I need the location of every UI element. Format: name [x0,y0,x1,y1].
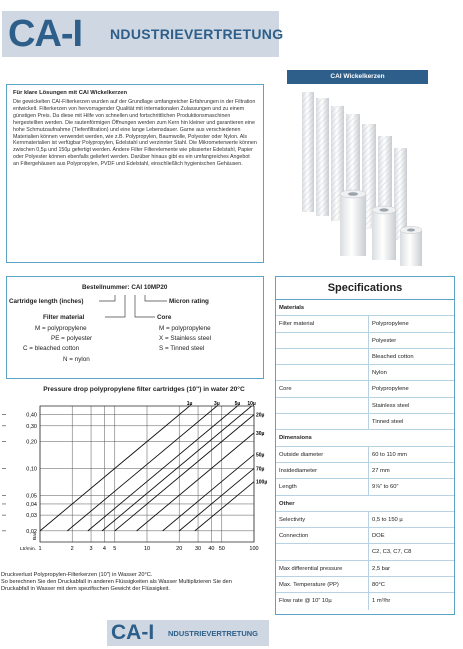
spec-rows [276,300,454,610]
footer-logo-text: NDUSTRIEVERTRETUNG [168,629,259,638]
y-tick-label: 0,20 [26,439,37,446]
intro-body: Die gewickelten CAI-Filterkerzen wurden auf der Grundlage umfangreicher Erfahrungen in der Filtration entwickelt. Filterkerzen von hervorragender Qualität mit internationalen Zulassungen und zu einem günstigen Preis. Da diese mit Hilfe von schnellen und fortschrittlichen Produktionsmaschinen hergestellten werden. Die rautenförmigen Öffnungen werden zum Kern hin kleiner und garantieren eine hohe Schmutzaufnahme (Tiefenfiltration) und eine lange Lebensdauer. Garne aus verschiedenen Materialien können verwendet werden, wie z.B. Polypropylen, Baumwolle, Polyester oder Nylon. Als Kernmaterialien ist verfügbar Polypropylen, Edelstahl und verzinnter Stahl. Die Mikrometerwerte können zwischen 0,5µ und 150µ gefertigt werden. Andere Filter Filterelemente wie plissierter Edelstahl, Papier oder Polyester können ebenfalls geliefert werden. Darüber hinaus gibt es ein umfangreiches Angebot an Filtergehäusen aus Polypropylen, PVDF und Edelstahl, einschließlich hygienischen Gehäusen. [13,99,257,168]
spec-section-header [276,430,454,446]
spec-key [276,349,369,364]
x-tick-label: 3 [89,546,93,552]
spec-row [276,561,454,577]
y-tick-label: 0,30 [26,423,37,430]
spec-key: Core [276,381,369,396]
spec-row [276,381,454,397]
spec-value: 1 m³/hr [372,598,391,605]
core-label: Core [157,314,172,321]
spec-key: Length [276,479,369,494]
spec-key: Flow rate @ 10” 10µ [276,593,369,609]
y-axis-label: Bar [33,532,38,540]
spec-value: 80°C [372,582,385,589]
spec-value: Tinned steel [372,419,404,426]
spec-value: DOE [372,533,385,540]
product-label: CAI Wickelkerzen [287,70,428,84]
series-label: 50µ [256,452,265,459]
spec-row [276,333,454,349]
series-line [195,482,254,531]
series-line [137,433,254,531]
spec-key: Dimensions [279,435,312,442]
spec-row [276,577,454,593]
spec-row [276,593,454,609]
footer-logo [107,620,269,646]
intro-heading: Für klare Lösungen mit CAI Wickelkerzen [13,90,127,96]
spec-section-header [276,496,454,512]
x-tick-label: 1 [38,546,42,552]
spec-row [276,349,454,365]
spec-value: Nylon [372,370,387,377]
spec-value: 9⅞” to 60” [372,484,399,491]
series-label: 1µ [186,401,193,407]
fm-item: C = bleached cotton [23,345,80,352]
micron-rating-label: Micron rating [169,298,209,305]
spec-row [276,463,454,479]
chart-title: Pressure drop polypropylene filter cartridges (10") in water 20°C [43,386,245,393]
series-label: 70µ [256,466,265,473]
spec-value: 27 mm [372,467,390,474]
footer-logo-mark: CA-I [111,621,155,644]
y-tick-label: 0,40 [26,412,37,419]
x-tick-label: 30 [194,546,202,552]
spec-key [276,398,369,413]
x-tick-label: 40 [208,546,215,552]
series-label: 30µ [256,430,265,437]
specifications-table [275,276,455,615]
spec-row [276,365,454,381]
fm-item: M = polypropylene [35,325,87,332]
spec-section-header [276,300,454,316]
spec-key [276,544,369,559]
series-line [115,415,254,531]
spec-key: Materials [279,305,305,311]
series-label: 10µ [247,401,256,407]
spec-value: 60 to 110 mm [372,451,408,458]
spec-key: Outside diameter [276,447,369,462]
spec-key [276,365,369,380]
header-logo [2,11,284,57]
x-tick-label: 4 [102,546,106,552]
spec-value: Polyester [372,337,397,344]
spec-row [276,528,454,544]
spec-key: Selectivity [276,512,369,527]
y-tick-label: 0,05 [26,493,37,500]
fm-item: PE = polyester [51,335,93,342]
spec-value: 0,5 to 150 µ [372,516,403,523]
x-tick-label: 2 [70,546,74,552]
series-label: 3µ [214,401,220,407]
spec-value: Polypropylene [372,386,409,393]
x-tick-label: 5 [113,546,117,552]
x-tick-label: 10 [143,546,151,552]
core-item: S = Tinned steel [159,345,205,352]
intro-box [6,84,264,263]
spec-row [276,544,454,560]
series-label: 100µ [256,479,268,486]
spec-key: Insidediameter [276,463,369,478]
spec-key: Max. Temperature (PP) [276,577,369,592]
spec-value: 2,5 bar [372,565,391,572]
core-item: M = polypropylene [159,325,211,332]
spec-key: Filter material [276,316,369,331]
chart-caption [1,572,251,594]
y-tick-label: 0,04 [26,501,37,508]
x-axis-label: Ltr/min. [20,547,36,552]
caption-line-2: So berechnen Sie den Druckabfall in anderen Flüssigkeiten als Wasser Multiplizieren Sie den Druckabfall in Wasser mit dem spezifischen Gewicht der Flüssigkeit. [1,579,232,593]
x-tick-label: 20 [176,546,183,552]
logo-mark: CA-I [8,13,83,55]
spec-row [276,512,454,528]
core-item: X = Stainless steel [159,335,211,342]
x-tick-label: 50 [218,546,225,552]
product-image [280,84,438,274]
caption-line-1: Druckverlust Polypropylen-Filterkerzen (10") in Wasser 20°C. [1,572,153,578]
spec-value: C2, C3, C7, C8 [372,549,412,556]
order-code-box [6,276,264,379]
spec-key: Connection [276,528,369,543]
logo-text: NDUSTRIEVERTRETUNG [110,26,284,42]
spec-value: Polypropylene [372,321,409,328]
spec-key [276,333,369,348]
spec-title: Specifications [276,277,454,300]
spec-row [276,398,454,414]
y-tick-label: 0,10 [26,466,37,473]
pressure-drop-chart [0,394,272,572]
y-tick-label: 0,03 [26,513,37,520]
spec-row [276,447,454,463]
spec-value: Stainless steel [372,402,410,409]
fm-item: N = nylon [63,356,90,363]
cartridge-length-label: Cartridge length (inches) [9,298,84,305]
order-number: Bestellnummer: CAI 10MP20 [82,284,168,291]
spec-key: Max differential pressure [276,561,369,576]
series-label: 20µ [256,412,265,419]
spec-key: Other [279,500,295,507]
spec-row [276,316,454,332]
spec-row [276,414,454,430]
spec-row [276,479,454,495]
filter-material-label: Filter material [43,314,85,321]
spec-key [276,414,369,429]
series-line [179,468,254,530]
y-tick-label: 0,02 [26,528,37,535]
x-tick-label: 100 [249,546,259,552]
spec-value: Bleached cotton [372,353,414,360]
series-label: 5µ [234,401,241,407]
